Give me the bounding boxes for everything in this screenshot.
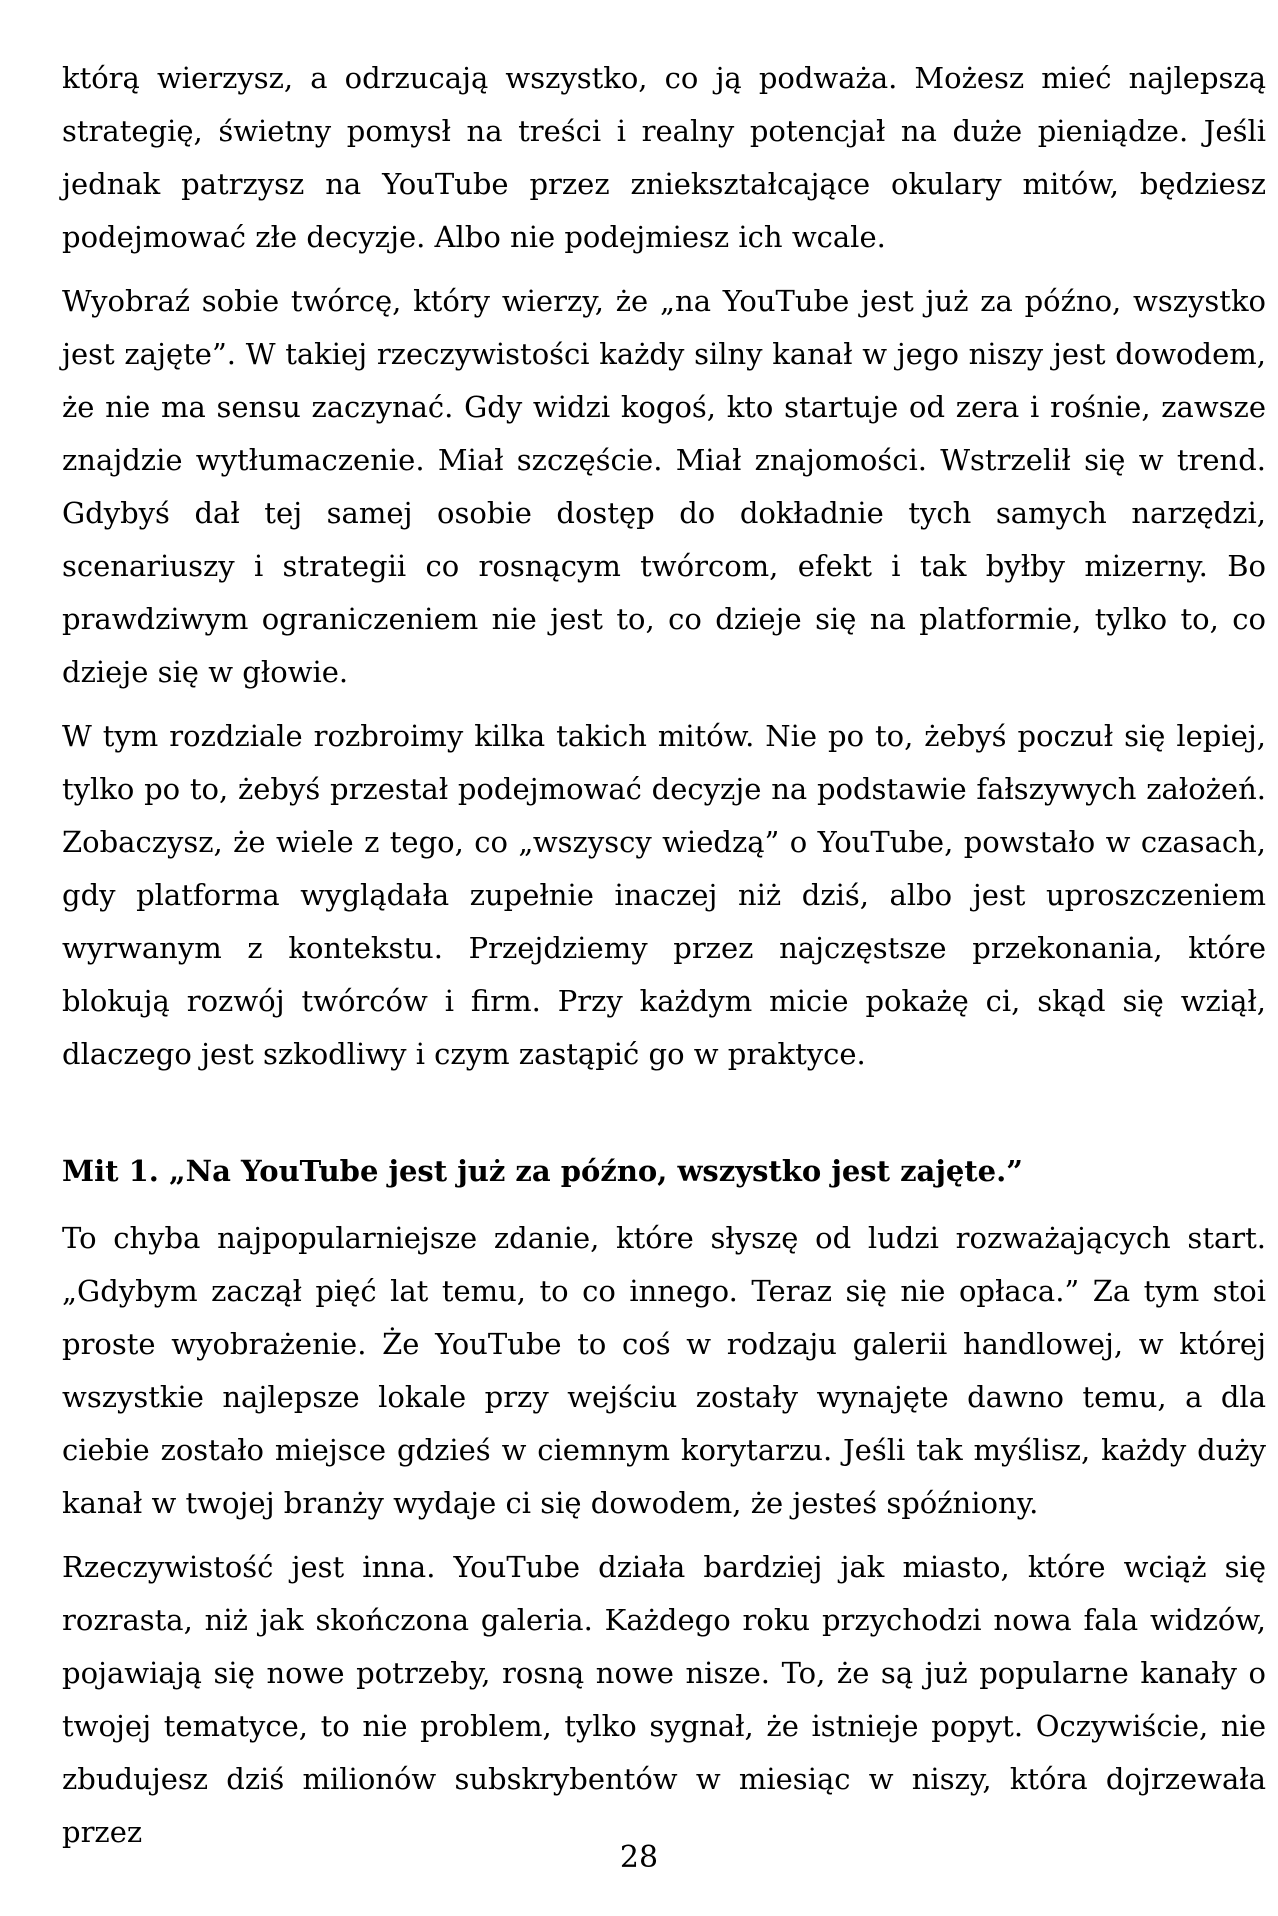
page-content	[62, 52, 1266, 1870]
body-paragraph-1: którą wierzysz, a odrzucają wszystko, co ją podważa. Możesz mieć najlepszą strategię, świetny pomysł na treści i realny potencjał na duże pieniądze. Jeśli jednak patrzysz na YouTube przez zniekształcające okulary mitów, będziesz podejmować złe decyzje. Albo nie podejmiesz ich wcale.	[62, 61, 1266, 254]
body-paragraph-4: To chyba najpopularniejsze zdanie, które słyszę od ludzi rozważających start. „Gdybym zaczął pięć lat temu, to co innego. Teraz się nie opłaca.” Za tym stoi proste wyobrażenie. Że YouTube to coś w rodzaju galerii handlowej, w której wszystkie najlepsze lokale przy wejściu zostały wynajęte dawno temu, a dla ciebie zostało miejsce gdzieś w ciemnym korytarzu. Jeśli tak myślisz, każdy duży kanał w twojej branży wydaje ci się dowodem, że jesteś spóźniony.	[62, 1221, 1266, 1520]
body-paragraph-5: Rzeczywistość jest inna. YouTube działa bardziej jak miasto, które wciąż się rozrasta, niż jak skończona galeria. Każdego roku przychodzi nowa fala widzów, pojawiają się nowe potrzeby, rosną nowe nisze. To, że są już popularne kanały o twojej tematyce, to nie problem, tylko sygnał, że istnieje popyt. Oczywiście, nie zbudujesz dziś milionów subskrybentów w miesiąc w niszy, która dojrzewała przez	[62, 1550, 1266, 1849]
body-paragraph-2: Wyobraź sobie twórcę, który wierzy, że „na YouTube jest już za późno, wszystko jest zajęte”. W takiej rzeczywistości każdy silny kanał w jego niszy jest dowodem, że nie ma sensu zaczynać. Gdy widzi kogoś, kto startuje od zera i rośnie, zawsze znajdzie wytłumaczenie. Miał szczęście. Miał znajomości. Wstrzelił się w trend. Gdybyś dał tej samej osobie dostęp do dokładnie tych samych narzędzi, scenariuszy i strategii co rosnącym twórcom, efekt i tak byłby mizerny. Bo prawdziwym ograniczeniem nie jest to, co dzieje się na platformie, tylko to, co dzieje się w głowie.	[62, 284, 1266, 689]
body-paragraph-3: W tym rozdziale rozbroimy kilka takich mitów. Nie po to, żebyś poczuł się lepiej, tylko po to, żebyś przestał podejmować decyzje na podstawie fałszywych założeń. Zobaczysz, że wiele z tego, co „wszyscy wiedzą” o YouTube, powstało w czasach, gdy platforma wyglądała zupełnie inaczej niż dziś, albo jest uproszczeniem wyrwanym z kontekstu. Przejdziemy przez najczęstsze przekonania, które blokują rozwój twórców i firm. Przy każdym micie pokażę ci, skąd się wziął, dlaczego jest szkodliwy i czym zastąpić go w praktyce.	[62, 719, 1266, 1071]
page-number: 28	[619, 1840, 659, 1875]
section-heading-mit-1: Mit 1. „Na YouTube jest już za późno, wszystko jest zajęte.”	[62, 1154, 1023, 1188]
